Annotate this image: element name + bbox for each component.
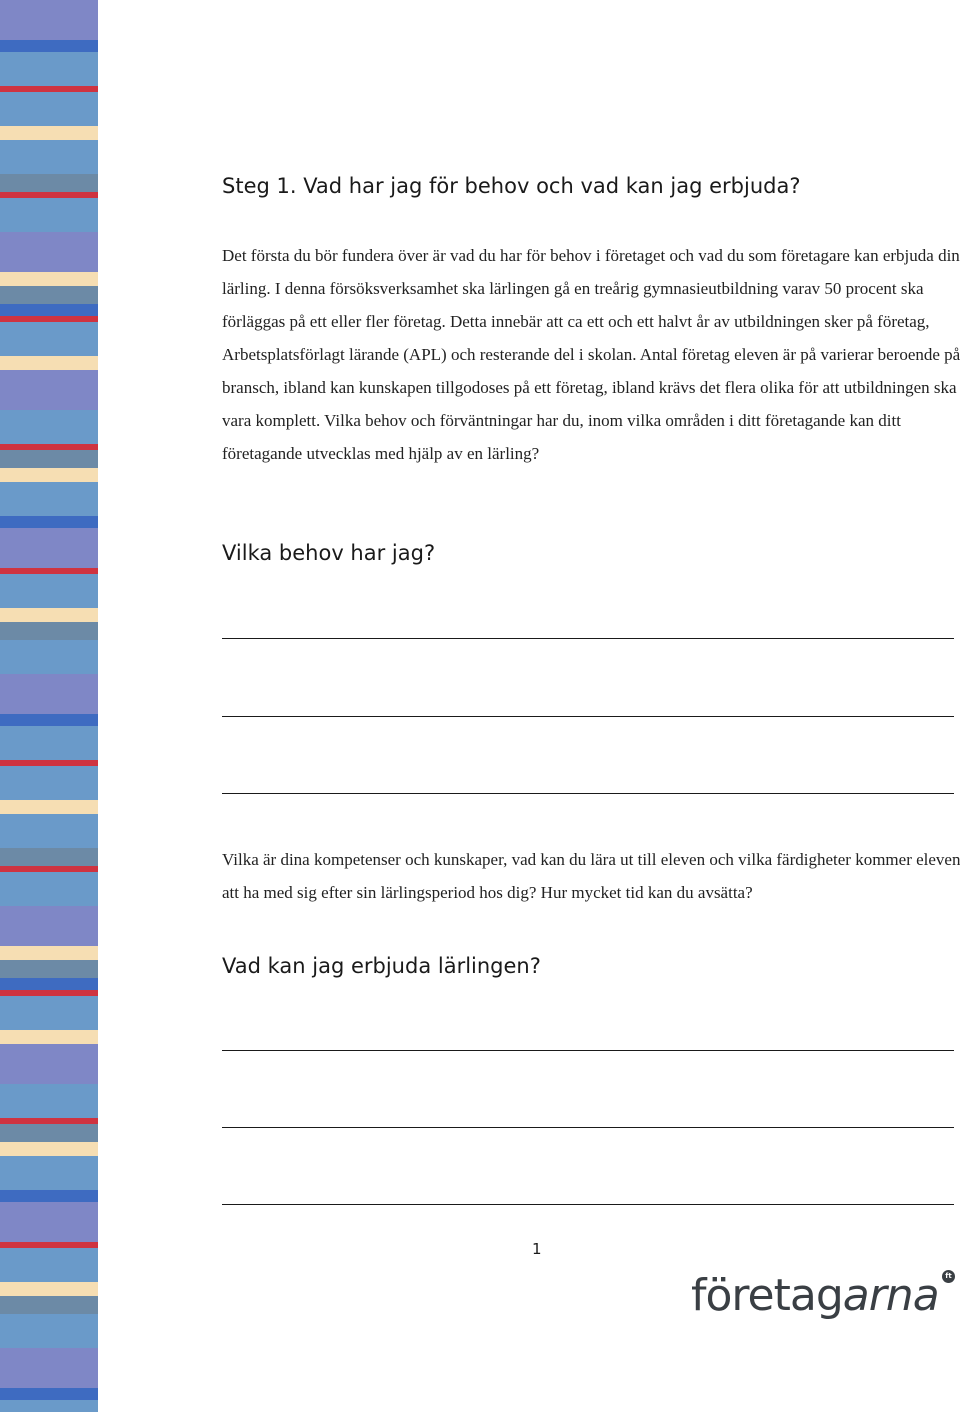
stripe-lavender	[0, 674, 98, 714]
stripe-blue	[0, 1248, 98, 1282]
intro-paragraph: Det första du bör fundera över är vad du har för behov i företaget och vad du som företagare kan erbjuda din lärling. I denna försöksverksamhet ska lärlingen gå en treårig gymnasieutbildning varav 50 procent ska förläggas på ett eller fler företag. Detta innebär att ca ett och ett halvt år av utbildningen sker på företag, Arbetsplatsförlagt lärande (APL) och resterande del i skolan. Antal företag eleven är på varierar beroende på bransch, ibland kan kunskapen tillgodoses på ett företag, ibland krävs det flera olika för att utbildningen ska vara komplett. Vilka behov och förväntningar har du, inom vilka områden i ditt företagande kan ditt företagande utvecklas med hjälp av en lärling?	[222, 246, 960, 463]
stripe-lavender	[0, 528, 98, 568]
stripe-slate	[0, 848, 98, 866]
needs-answer-line-1[interactable]	[222, 638, 954, 639]
stripe-cream	[0, 1142, 98, 1156]
stripe-lavender	[0, 1202, 98, 1242]
stripe-darkblue	[0, 516, 98, 528]
stripe-cream	[0, 356, 98, 370]
stripe-slate	[0, 286, 98, 304]
stripe-blue	[0, 766, 98, 800]
stripe-darkblue	[0, 1388, 98, 1400]
offer-answer-line-3[interactable]	[222, 1204, 954, 1205]
stripe-lavender	[0, 1348, 98, 1388]
stripe-slate	[0, 960, 98, 978]
stripe-blue	[0, 814, 98, 848]
stripe-blue	[0, 482, 98, 516]
stripe-cream	[0, 1030, 98, 1044]
stripe-blue	[0, 322, 98, 356]
stripe-blue	[0, 1400, 98, 1412]
stripe-blue	[0, 872, 98, 906]
stripe-lavender	[0, 0, 98, 40]
stripe-cream	[0, 468, 98, 482]
stripe-blue	[0, 198, 98, 232]
competence-paragraph: Vilka är dina kompetenser och kunskaper, vad kan du lära ut till eleven och vilka färdigheter kommer eleven att ha med sig efter sin lärlingsperiod hos dig? Hur mycket tid kan du avsätta?	[222, 850, 960, 902]
stripe-cream	[0, 946, 98, 960]
stripe-blue	[0, 726, 98, 760]
stripe-slate	[0, 450, 98, 468]
offer-answer-line-2[interactable]	[222, 1127, 954, 1128]
stripe-lavender	[0, 370, 98, 410]
stripe-slate	[0, 174, 98, 192]
section-heading-needs: Vilka behov har jag?	[222, 541, 436, 565]
stripe-blue	[0, 410, 98, 444]
stripe-cream	[0, 608, 98, 622]
needs-answer-line-3[interactable]	[222, 793, 954, 794]
stripe-blue	[0, 1314, 98, 1348]
stripe-darkblue	[0, 304, 98, 316]
stripe-darkblue	[0, 978, 98, 990]
stripe-blue	[0, 996, 98, 1030]
stripe-blue	[0, 1084, 98, 1118]
stripe-blue	[0, 52, 98, 86]
logo-badge-icon: ft	[942, 1270, 955, 1283]
stripe-blue	[0, 1156, 98, 1190]
stripe-slate	[0, 1296, 98, 1314]
stripe-lavender	[0, 906, 98, 946]
stripe-lavender	[0, 232, 98, 272]
logo-wordmark-suffix: arna	[842, 1270, 939, 1321]
logo-wordmark-prefix: företag	[691, 1270, 843, 1321]
stripe-slate	[0, 1124, 98, 1142]
stripe-cream	[0, 1282, 98, 1296]
stripe-cream	[0, 272, 98, 286]
stripe-blue	[0, 140, 98, 174]
decorative-stripe-bar	[0, 0, 98, 1412]
stripe-darkblue	[0, 714, 98, 726]
stripe-lavender	[0, 1044, 98, 1084]
needs-answer-line-2[interactable]	[222, 716, 954, 717]
stripe-darkblue	[0, 40, 98, 52]
stripe-cream	[0, 126, 98, 140]
page-number: 1	[532, 1240, 542, 1258]
stripe-blue	[0, 92, 98, 126]
section-heading-step1: Steg 1. Vad har jag för behov och vad kan jag erbjuda?	[222, 174, 801, 198]
stripe-darkblue	[0, 1190, 98, 1202]
stripe-slate	[0, 622, 98, 640]
logo-wordmark	[691, 1272, 939, 1320]
stripe-blue	[0, 640, 98, 674]
stripe-blue	[0, 574, 98, 608]
stripe-cream	[0, 800, 98, 814]
foretagarna-logo	[691, 1270, 955, 1326]
section-heading-offer: Vad kan jag erbjuda lärlingen?	[222, 954, 541, 978]
offer-answer-line-1[interactable]	[222, 1050, 954, 1051]
